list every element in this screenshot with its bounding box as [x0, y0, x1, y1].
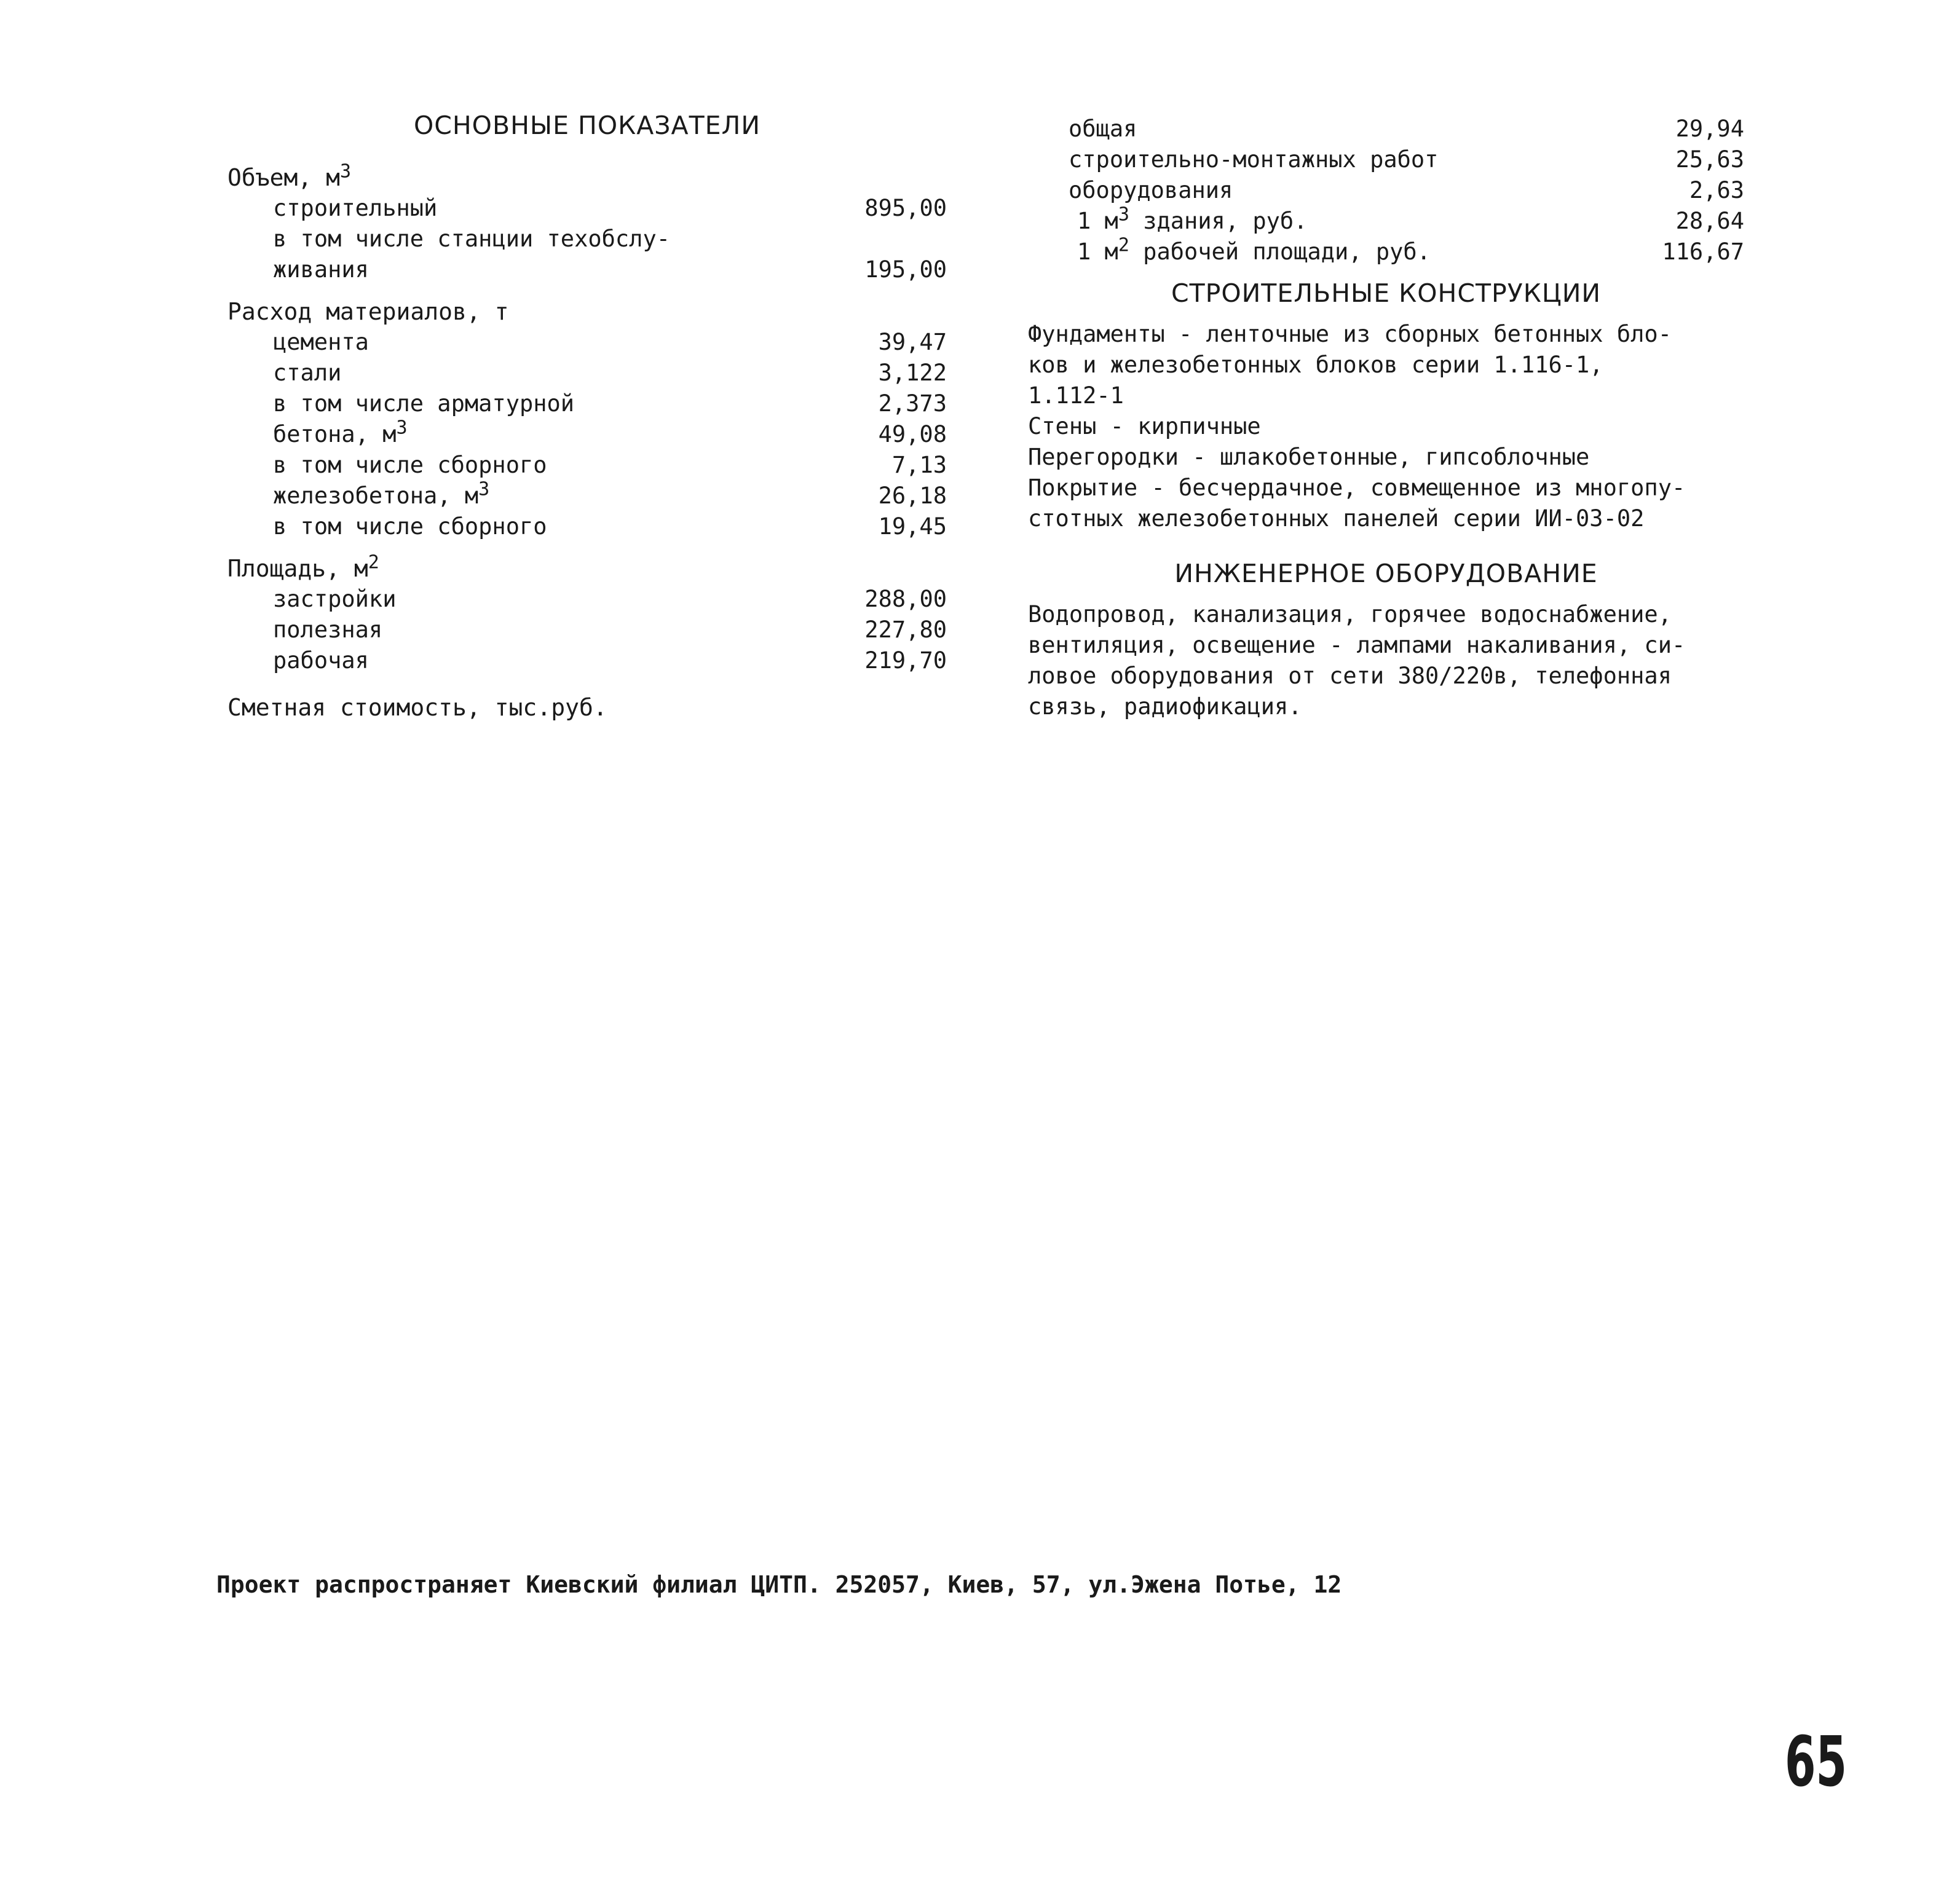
- constructions-text: [1028, 319, 1744, 534]
- table-row: в том числе арматурной 2,373: [273, 390, 947, 417]
- table-row: 1 $м^2$ рабочей площади, руб. 116,67: [1077, 234, 1744, 265]
- table-row: полезная 227,80: [273, 617, 947, 643]
- table-row: застройки 288,00: [273, 586, 947, 612]
- text-line: Фундаменты - ленточные из сборных бетонных бло-: [1028, 321, 1672, 347]
- text-line: Перегородки - шлакобетонные, гипсоблочные: [1028, 444, 1590, 470]
- table-row: в том числе станции техобслу-: [273, 226, 671, 252]
- text-line: стотных железобетонных панелей серии ИИ-03-02: [1028, 505, 1645, 532]
- cost-and-constructions-section: [1028, 114, 1744, 722]
- text-line: Покрытие - бесчердачное, совмещенное из многопу-: [1028, 475, 1686, 501]
- table-row: стали 3,122: [273, 360, 947, 386]
- main-indicators-section: [227, 111, 947, 723]
- text-line: Стены - кирпичные: [1028, 413, 1261, 439]
- text-line: связь, радиофикация.: [1028, 693, 1302, 720]
- table-row: строительно-монтажных работ 25,63: [1069, 146, 1744, 173]
- text-line: 1.112-1: [1028, 382, 1124, 409]
- table-row: цемента 39,47: [273, 329, 947, 355]
- text-line: ков и железобетонных блоков серии 1.116-1,: [1028, 352, 1603, 378]
- table-row: в том числе сборного 19,45: [273, 513, 947, 540]
- table-row: в том числе сборного 7,13: [273, 452, 947, 478]
- materials-title: Расход материалов, т: [227, 298, 509, 325]
- area-title: Площадь, $м^2$: [227, 551, 379, 582]
- constructions-heading: СТРОИТЕЛЬНЫЕ КОНСТРУКЦИИ: [1171, 278, 1602, 308]
- page-number: 65: [1785, 1722, 1847, 1802]
- engineering-heading: ИНЖЕНЕРНОЕ ОБОРУДОВАНИЕ: [1174, 559, 1598, 588]
- table-row: оборудования 2,63: [1069, 177, 1744, 203]
- table-row: строительный 895,00: [273, 195, 947, 221]
- text-line: вентиляция, освещение - лампами накаливания, си-: [1028, 632, 1686, 658]
- text-line: ловое оборудования от сети 380/220в, телефонная: [1028, 663, 1672, 689]
- volume-title: Объем, $м^3$: [227, 160, 352, 191]
- engineering-text: [1028, 599, 1744, 722]
- footer-publisher-note: Проект распространяет Киевский филиал ЦИТП. 252057, Киев, 57, ул.Эжена Потье, 12: [216, 1571, 1342, 1598]
- table-row: общая 29,94: [1069, 116, 1744, 142]
- table-row: живания 195,00: [273, 256, 947, 283]
- main-indicators-heading: ОСНОВНЫЕ ПОКАЗАТЕЛИ: [413, 111, 761, 140]
- table-row: бетона, $м^3$ 49,08: [273, 417, 947, 447]
- table-row: рабочая 219,70: [273, 647, 947, 674]
- table-row: железобетона, $м^3$ 26,18: [273, 478, 947, 509]
- table-row: 1 $м^3$ здания, руб. 28,64: [1077, 203, 1744, 234]
- cost-title: Сметная стоимость, тыс.руб.: [227, 694, 607, 721]
- text-line: Водопровод, канализация, горячее водоснабжение,: [1028, 601, 1672, 628]
